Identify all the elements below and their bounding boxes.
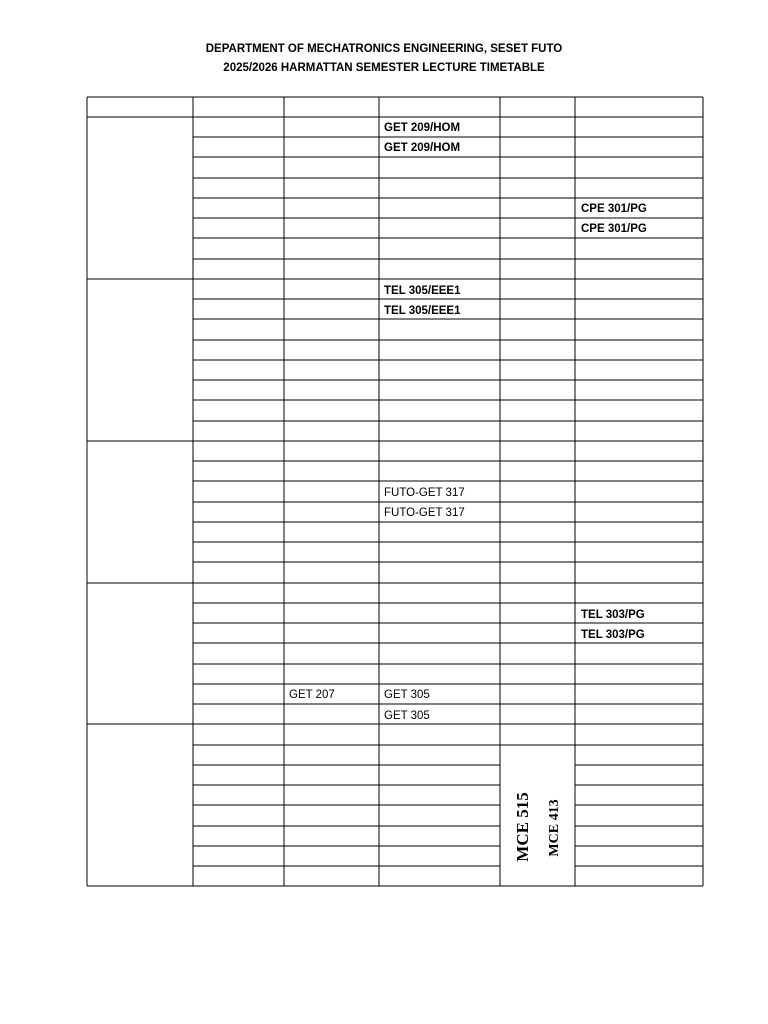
cell-get-207: GET 207: [289, 689, 335, 701]
cell-tel-303-pg: TEL 303/PG: [581, 609, 645, 621]
cell-futo-get-317: FUTO-GET 317: [384, 507, 465, 519]
department-title: DEPARTMENT OF MECHATRONICS ENGINEERING, SESET FUTO: [205, 43, 563, 55]
cell-cpe-301-pg: CPE 301/PG: [581, 203, 647, 215]
cell-get-209-hom: GET 209/HOM: [384, 122, 461, 134]
vertical-label-mce-413: MCE 413: [547, 799, 562, 857]
cell-get-209-hom: GET 209/HOM: [384, 142, 461, 154]
cell-get-305: GET 305: [384, 710, 430, 722]
cell-tel-303-pg: TEL 303/PG: [581, 629, 645, 641]
cell-tel-305-eee1: TEL 305/EEE1: [384, 305, 461, 317]
cell-cpe-301-pg: CPE 301/PG: [581, 223, 647, 235]
vertical-label-mce-515: MCE 515: [513, 792, 532, 862]
cell-futo-get-317: FUTO-GET 317: [384, 487, 465, 499]
cell-tel-305-eee1: TEL 305/EEE1: [384, 285, 461, 297]
timetable-title: 2025/2026 HARMATTAN SEMESTER LECTURE TIMETABLE: [223, 62, 545, 74]
cell-get-305: GET 305: [384, 689, 430, 701]
